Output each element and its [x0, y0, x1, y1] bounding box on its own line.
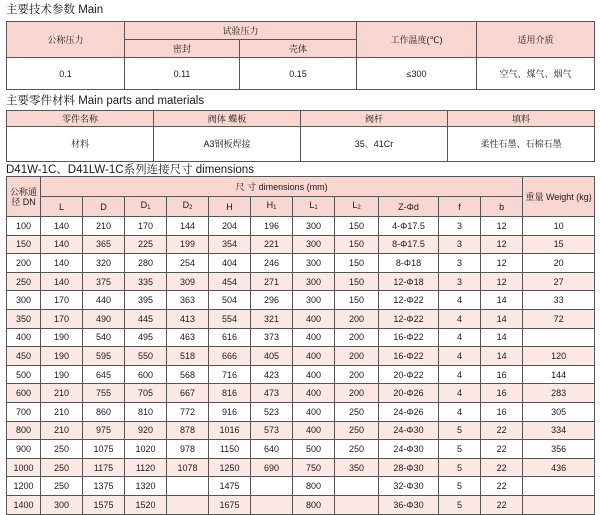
table-cell [523, 477, 595, 496]
table-cell: 199 [167, 235, 209, 254]
table-cell: 1375 [83, 477, 125, 496]
table-row [7, 495, 595, 514]
table-cell: 8-Φ18 [379, 254, 439, 273]
table-cell: 10 [523, 217, 595, 236]
table-cell: 350 [335, 458, 379, 477]
table-cell: 667 [167, 384, 209, 403]
table-cell: 640 [251, 440, 293, 459]
header-col-h1: $H_1$ [251, 197, 293, 217]
table-cell: 200 [7, 254, 41, 273]
table-cell: 405 [251, 347, 293, 366]
table-cell: 645 [83, 365, 125, 384]
table-cell: 27 [523, 272, 595, 291]
table-cell: 4 [439, 384, 481, 403]
table-cell: 100 [7, 217, 41, 236]
table-cell: 365 [83, 235, 125, 254]
table-cell: 5 [439, 477, 481, 496]
table-cell: 24-Φ30 [379, 421, 439, 440]
header-weight: 重量 Weight (kg) [523, 177, 595, 217]
table-cell: 690 [251, 458, 293, 477]
table-row [7, 384, 595, 403]
table-cell: 170 [125, 217, 167, 236]
table-cell: 144 [167, 217, 209, 236]
table-cell: 4 [439, 291, 481, 310]
cell-stem-material: 35、41Cr [301, 127, 448, 162]
table-cell: 12 [481, 272, 523, 291]
table-cell: 150 [7, 235, 41, 254]
table-cell: 400 [293, 421, 335, 440]
table-cell: 772 [167, 402, 209, 421]
table-cell: 900 [7, 440, 41, 459]
table-cell: 1016 [209, 421, 251, 440]
table-cell: 14 [481, 328, 523, 347]
table-cell: 800 [293, 477, 335, 496]
table-cell [335, 477, 379, 496]
table-cell: 705 [125, 384, 167, 403]
table-row [7, 421, 595, 440]
table-cell: 616 [209, 328, 251, 347]
table-cell: 975 [83, 421, 125, 440]
table-cell: 4 [439, 347, 481, 366]
table-cell: 1175 [83, 458, 125, 477]
cell-seal: 0.11 [125, 58, 240, 90]
table-cell: 454 [209, 272, 251, 291]
table-cell: 225 [125, 235, 167, 254]
table-cell: 363 [167, 291, 209, 310]
table-cell: 4 [439, 365, 481, 384]
table-cell: 400 [293, 347, 335, 366]
table-cell: 300 [293, 272, 335, 291]
table-cell: 1575 [83, 495, 125, 514]
table-cell: 810 [125, 402, 167, 421]
table-cell: 716 [209, 365, 251, 384]
table-cell [167, 477, 209, 496]
header-col-b: b [481, 197, 523, 217]
table-cell: 140 [41, 235, 83, 254]
table-cell: 190 [41, 365, 83, 384]
table-cell: 920 [125, 421, 167, 440]
table-cell: 22 [481, 421, 523, 440]
table-cell: 373 [251, 328, 293, 347]
table-cell: 250 [335, 402, 379, 421]
table-cell: 3 [439, 254, 481, 273]
header-body-disc: 阀体 蝶板 [154, 111, 301, 127]
main-params-title: 主要技术参数 Main [6, 4, 104, 16]
table-cell: 1400 [7, 495, 41, 514]
table-row [7, 458, 595, 477]
table-cell: 1200 [7, 477, 41, 496]
table-cell: 24-Φ30 [379, 440, 439, 459]
header-dn: 公称通径 DN [7, 177, 41, 217]
cell-packing-material: 柔性石墨、石棉石墨 [448, 127, 595, 162]
parts-table [6, 110, 595, 162]
table-cell: 400 [293, 384, 335, 403]
table-cell: 283 [523, 384, 595, 403]
table-cell: 22 [481, 477, 523, 496]
table-cell: 150 [335, 217, 379, 236]
table-cell: 5 [439, 458, 481, 477]
table-cell [167, 495, 209, 514]
table-cell: 200 [335, 309, 379, 328]
table-cell: 473 [251, 384, 293, 403]
table-cell: 4 [439, 328, 481, 347]
table-cell: 354 [209, 235, 251, 254]
table-cell: 445 [125, 309, 167, 328]
table-cell: 14 [481, 309, 523, 328]
table-cell: 4 [439, 402, 481, 421]
dimensions-table [6, 176, 595, 515]
table-cell: 573 [251, 421, 293, 440]
header-col-zd: Z-Φd [379, 197, 439, 217]
table-cell: 916 [209, 402, 251, 421]
table-cell: 8-Φ17.5 [379, 235, 439, 254]
table-cell: 395 [125, 291, 167, 310]
table-cell: 150 [335, 254, 379, 273]
table-cell: 463 [167, 328, 209, 347]
cell-shell: 0.15 [240, 58, 357, 90]
table-cell [251, 477, 293, 496]
table-cell: 200 [335, 347, 379, 366]
table-cell: 334 [523, 421, 595, 440]
table-cell: 250 [335, 440, 379, 459]
table-cell: 978 [167, 440, 209, 459]
table-cell: 1675 [209, 495, 251, 514]
table-cell: 210 [41, 421, 83, 440]
header-col-d2: $D_2$ [167, 197, 209, 217]
table-cell: 4 [439, 309, 481, 328]
table-cell: 1520 [125, 495, 167, 514]
table-cell: 15 [523, 235, 595, 254]
header-test-pressure: 试验压力 [125, 22, 357, 40]
table-cell: 250 [41, 440, 83, 459]
table-cell: 490 [83, 309, 125, 328]
header-medium: 适用介质 [477, 22, 595, 58]
table-row [7, 58, 595, 90]
table-cell: 878 [167, 421, 209, 440]
table-cell: 170 [41, 309, 83, 328]
header-nominal-pressure: 公称压力 [7, 22, 125, 58]
table-cell: 540 [83, 328, 125, 347]
table-cell: 1120 [125, 458, 167, 477]
header-col-d1: $D_1$ [125, 197, 167, 217]
table-cell: 14 [481, 347, 523, 366]
table-cell: 413 [167, 309, 209, 328]
header-stem: 阀杆 [301, 111, 448, 127]
header-col-l1: $L_1$ [293, 197, 335, 217]
table-cell: 1078 [167, 458, 209, 477]
table-cell: 22 [481, 495, 523, 514]
table-cell: 309 [167, 272, 209, 291]
table-cell: 144 [523, 365, 595, 384]
table-cell: 1000 [7, 458, 41, 477]
table-cell: 24-Φ26 [379, 402, 439, 421]
table-row [7, 272, 595, 291]
table-cell: 5 [439, 421, 481, 440]
cell-medium: 空气、煤气、烟气 [477, 58, 595, 90]
table-cell [335, 495, 379, 514]
table-cell: 300 [41, 495, 83, 514]
table-cell: 450 [7, 347, 41, 366]
table-cell: 800 [293, 495, 335, 514]
table-cell: 700 [7, 402, 41, 421]
table-cell: 200 [335, 384, 379, 403]
table-cell: 305 [523, 402, 595, 421]
table-cell: 5 [439, 440, 481, 459]
table-cell: 595 [83, 347, 125, 366]
header-shell: 壳体 [240, 40, 357, 58]
table-cell: 210 [41, 384, 83, 403]
table-cell: 568 [167, 365, 209, 384]
table-cell: 320 [83, 254, 125, 273]
table-cell: 300 [7, 291, 41, 310]
table-row [7, 347, 595, 366]
table-cell: 280 [125, 254, 167, 273]
table-cell: 750 [293, 458, 335, 477]
table-cell: 140 [41, 217, 83, 236]
table-row [7, 402, 595, 421]
table-cell: 300 [293, 217, 335, 236]
table-cell: 36-Φ30 [379, 495, 439, 514]
table-cell: 12-Φ18 [379, 272, 439, 291]
header-col-f: f [439, 197, 481, 217]
table-cell: 150 [335, 235, 379, 254]
table-cell: 120 [523, 347, 595, 366]
table-row [7, 254, 595, 273]
table-cell: 554 [209, 309, 251, 328]
table-cell: 1250 [209, 458, 251, 477]
table-cell: 4-Φ17.5 [379, 217, 439, 236]
table-cell: 1075 [83, 440, 125, 459]
table-cell: 300 [293, 291, 335, 310]
table-cell: 250 [41, 458, 83, 477]
table-cell: 200 [335, 365, 379, 384]
table-cell: 16-Φ22 [379, 328, 439, 347]
table-cell: 12-Φ22 [379, 291, 439, 310]
dimensions-body [7, 217, 595, 515]
table-cell: 210 [83, 217, 125, 236]
cell-work-temp: ≤300 [357, 58, 477, 90]
table-cell [523, 328, 595, 347]
table-cell: 440 [83, 291, 125, 310]
table-cell: 20 [523, 254, 595, 273]
table-cell: 210 [41, 402, 83, 421]
cell-material-label: 材料 [7, 127, 154, 162]
table-cell: 150 [335, 272, 379, 291]
header-work-temp: 工作温度(℃) [357, 22, 477, 58]
table-row [7, 328, 595, 347]
header-dimensions: 尺 寸 dimensions (mm) [41, 177, 523, 197]
table-cell: 523 [251, 402, 293, 421]
table-cell: 246 [251, 254, 293, 273]
table-cell: 800 [7, 421, 41, 440]
table-cell: 190 [41, 328, 83, 347]
table-cell: 33 [523, 291, 595, 310]
table-cell: 170 [41, 291, 83, 310]
table-cell: 3 [439, 235, 481, 254]
table-cell: 375 [83, 272, 125, 291]
table-row [7, 127, 595, 162]
table-cell: 400 [293, 328, 335, 347]
table-cell: 16 [481, 384, 523, 403]
table-cell: 196 [251, 217, 293, 236]
cell-nominal-pressure: 0.1 [7, 58, 125, 90]
table-row [7, 309, 595, 328]
header-col-d: D [83, 197, 125, 217]
table-cell: 140 [41, 272, 83, 291]
table-cell: 14 [481, 291, 523, 310]
table-cell: 335 [125, 272, 167, 291]
table-cell: 20-Φ26 [379, 384, 439, 403]
table-row [7, 235, 595, 254]
table-cell: 356 [523, 440, 595, 459]
table-row [7, 217, 595, 236]
table-cell: 22 [481, 458, 523, 477]
table-cell: 1150 [209, 440, 251, 459]
table-cell: 1475 [209, 477, 251, 496]
table-cell: 12 [481, 217, 523, 236]
header-col-l: L [41, 197, 83, 217]
table-row [7, 440, 595, 459]
table-cell: 16 [481, 402, 523, 421]
table-row [7, 477, 595, 496]
table-cell: 200 [335, 328, 379, 347]
table-cell: 3 [439, 272, 481, 291]
table-cell: 271 [251, 272, 293, 291]
table-cell: 400 [293, 402, 335, 421]
table-cell: 1320 [125, 477, 167, 496]
table-cell: 300 [293, 235, 335, 254]
table-cell: 221 [251, 235, 293, 254]
table-cell: 12 [481, 235, 523, 254]
header-part-name: 零件名称 [7, 111, 154, 127]
table-cell: 20-Φ22 [379, 365, 439, 384]
table-cell: 550 [125, 347, 167, 366]
table-cell: 72 [523, 309, 595, 328]
table-cell: 5 [439, 495, 481, 514]
table-cell: 400 [293, 309, 335, 328]
header-packing: 填料 [448, 111, 595, 127]
table-cell: 140 [41, 254, 83, 273]
table-cell: 404 [209, 254, 251, 273]
table-cell [523, 495, 595, 514]
table-cell: 816 [209, 384, 251, 403]
table-cell: 755 [83, 384, 125, 403]
table-cell: 500 [7, 365, 41, 384]
table-row [7, 365, 595, 384]
table-cell: 666 [209, 347, 251, 366]
cell-body-material: A3钢板焊接 [154, 127, 301, 162]
header-seal: 密封 [125, 40, 240, 58]
table-cell [251, 495, 293, 514]
table-cell: 600 [7, 384, 41, 403]
header-col-l2: $L_2$ [335, 197, 379, 217]
main-params-table [6, 21, 595, 90]
table-cell: 1020 [125, 440, 167, 459]
table-cell: 518 [167, 347, 209, 366]
table-cell: 600 [125, 365, 167, 384]
table-cell: 300 [293, 254, 335, 273]
table-cell: 504 [209, 291, 251, 310]
table-cell: 500 [293, 440, 335, 459]
table-cell: 28-Φ30 [379, 458, 439, 477]
table-cell: 423 [251, 365, 293, 384]
table-cell: 12-Φ22 [379, 309, 439, 328]
table-row [7, 291, 595, 310]
table-cell: 400 [293, 365, 335, 384]
table-cell: 436 [523, 458, 595, 477]
table-cell: 495 [125, 328, 167, 347]
table-cell: 150 [335, 291, 379, 310]
header-col-h: H [209, 197, 251, 217]
table-cell: 321 [251, 309, 293, 328]
table-cell: 12 [481, 254, 523, 273]
dimensions-title: D41W-1C、D41LW-1C系列连接尺寸 dimensions [6, 164, 254, 176]
table-cell: 190 [41, 347, 83, 366]
table-cell: 3 [439, 217, 481, 236]
table-cell: 16 [481, 365, 523, 384]
table-cell: 204 [209, 217, 251, 236]
table-cell: 250 [7, 272, 41, 291]
table-cell: 860 [83, 402, 125, 421]
table-cell: 296 [251, 291, 293, 310]
table-cell: 350 [7, 309, 41, 328]
table-cell: 32-Φ30 [379, 477, 439, 496]
table-cell: 250 [335, 421, 379, 440]
table-cell: 400 [7, 328, 41, 347]
table-cell: 16-Φ22 [379, 347, 439, 366]
table-cell: 250 [41, 477, 83, 496]
table-cell: 254 [167, 254, 209, 273]
table-cell: 22 [481, 440, 523, 459]
parts-title: 主要零件材料 Main parts and materials [6, 95, 205, 107]
